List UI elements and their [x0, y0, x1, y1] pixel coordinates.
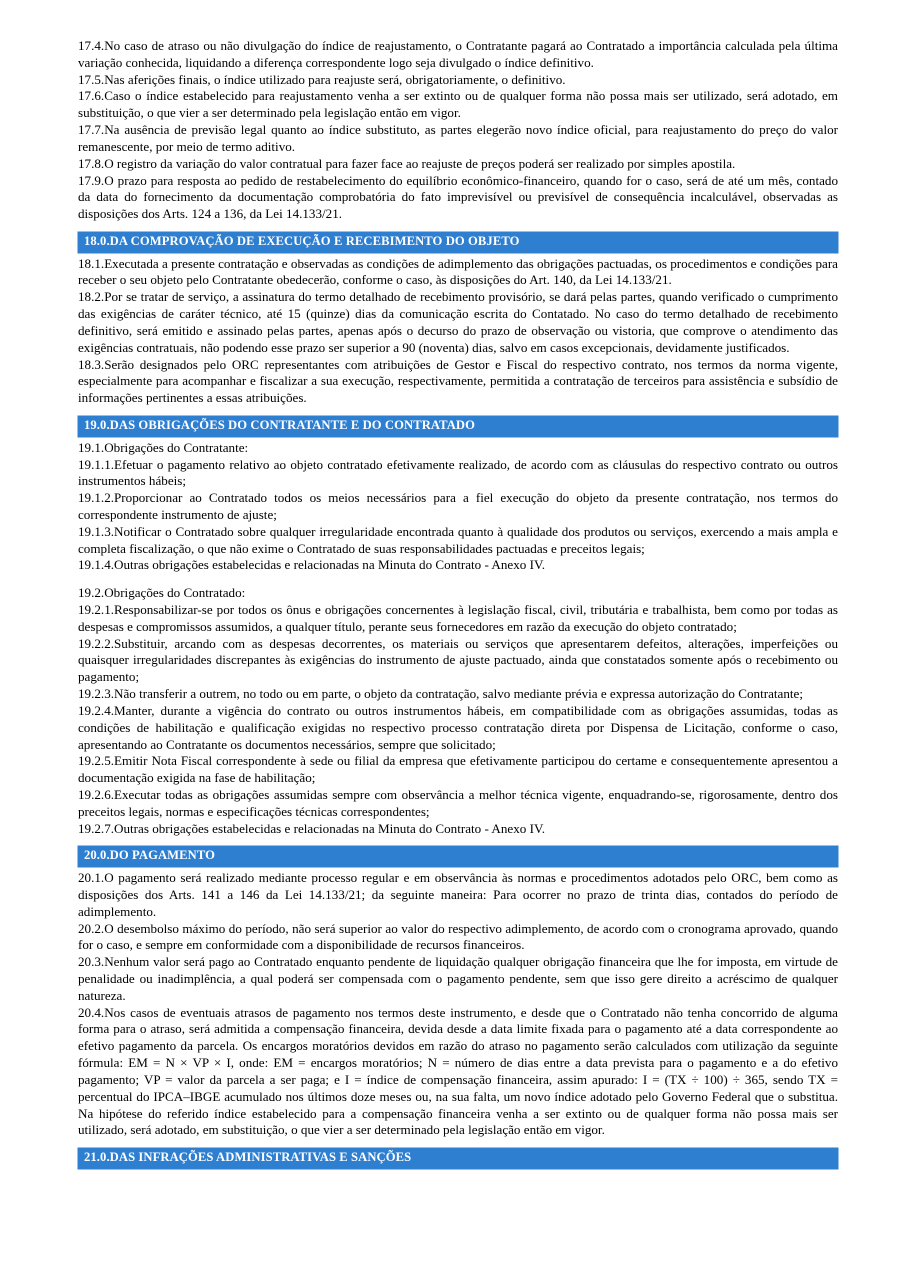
clause-20-3: 20.3.Nenhum valor será pago ao Contratado enquanto pendente de liquidação qualquer obrigação financeira que lhe for imposta, em virtude de penalidade ou inadimplência, a qual poderá ser compensada com o pagamento pendente, sem que isso gere direito a acréscimo de qualquer natureza. [78, 954, 838, 1003]
clause-20-2: 20.2.O desembolso máximo do período, não será superior ao valor do respectivo adimplemento, de acordo com o cronograma aprovado, quando for o caso, e sempre em conformidade com a disponibilidade de recursos financeiros. [78, 920, 838, 953]
clause-17-7: 17.7.Na ausência de previsão legal quanto ao índice substituto, as partes elegerão novo índice oficial, para reajustamento do preço do valor remanescente, por meio de termo aditivo. [78, 122, 838, 154]
section-heading-21: 21.0.DAS INFRAÇÕES ADMINISTRATIVAS E SANÇÕES [78, 1148, 838, 1169]
clause-19-1-1: 19.1.1.Efetuar o pagamento relativo ao objeto contratado efetivamente realizado, de acordo com as cláusulas do respectivo contrato ou outros instrumentos hábeis; [78, 456, 838, 489]
clause-19-1-2: 19.1.2.Proporcionar ao Contratado todos os meios necessários para a fiel execução do objeto da presente contratação, nos termos do correspondente instrumento de ajuste; [78, 490, 838, 522]
clause-19-2-2: 19.2.2.Substituir, arcando com as despesas decorrentes, os materiais ou serviços que apresentarem defeitos, alterações, imperfeições ou quaisquer irregularidades discrepantes às exigências do instrumento de ajuste pactuado, ainda que constatados somente após o recebimento ou pagamento; [78, 635, 838, 685]
clause-19-2-7: 19.2.7.Outras obrigações estabelecidas e relacionadas na Minuta do Contrato - Anexo IV. [78, 820, 545, 836]
clause-19-1-3: 19.1.3.Notificar o Contratado sobre qualquer irregularidade encontrada quanto à qualidade dos produtos ou serviços, exercendo a mais ampla e completa fiscalização, o que não exime o Contratado de suas responsabilidades pactuadas e preceitos legais; [78, 523, 838, 556]
clause-19-2-3: 19.2.3.Não transferir a outrem, no todo ou em parte, o objeto da contratação, salvo mediante prévia e expressa autorização do Contratante; [78, 686, 803, 702]
clause-18-3: 18.3.Serão designados pelo ORC representantes com atribuições de Gestor e Fiscal do respectivo contrato, nos termos da norma vigente, especialmente para acompanhar e fiscalizar a sua execução, respectivamente, permitida a contratação de terceiros para assistência e subsídio de informações pertinentes a essas atribuições. [78, 356, 838, 406]
clause-19-2-4: 19.2.4.Manter, durante a vigência do contrato ou outros instrumentos hábeis, em compatibilidade com as obrigações assumidas, todas as condições de habilitação e qualificação exigidas no respectivo processo contratação direta por Dispensa de Licitação, conforme o caso, apresentando ao Contratante os documentos necessários, sempre que solicitado; [78, 702, 838, 752]
clause-19-2-6: 19.2.6.Executar todas as obrigações assumidas sempre com observância a melhor técnica vigente, enquadrando-se, rigorosamente, dentro dos preceitos legais, normas e especificações técnicas correspondentes; [78, 786, 838, 819]
clause-19-1-4: 19.1.4.Outras obrigações estabelecidas e relacionadas na Minuta do Contrato - Anexo IV. [78, 557, 545, 573]
clause-19-1: 19.1.Obrigações do Contratante: [78, 439, 249, 455]
clause-19-2-1: 19.2.1.Responsabilizar-se por todos os ônus e obrigações concernentes à legislação fiscal, civil, tributária e trabalhista, bem como por todas as despesas e compromissos assumidos, a qualquer título, perante seus fornecedores em razão da execução do objeto contratado; [78, 602, 838, 634]
clause-17-5: 17.5.Nas aferições finais, o índice utilizado para reajuste será, obrigatoriamente, o definitivo. [78, 71, 566, 87]
clause-18-2: 18.2.Por se tratar de serviço, a assinatura do termo detalhado de recebimento provisório, se dará pelas partes, quando verificado o cumprimento das exigências de caráter técnico, até 15 (quinze) dias da comunicação escrita do Contatado. No caso do termo detalhado de recebimento definitivo, será emitido e assinado pelas partes, apenas após o decurso do prazo de observação ou vistoria, que comprove o atendimento das exigências contratuais, não podendo esse prazo ser superior a 90 (noventa) dias, salvo em casos excepcionais, devidamente justificados. [78, 289, 838, 355]
section-heading-18: 18.0.DA COMPROVAÇÃO DE EXECUÇÃO E RECEBIMENTO DO OBJETO [78, 232, 838, 253]
section-heading-19: 19.0.DAS OBRIGAÇÕES DO CONTRATANTE E DO CONTRATADO [78, 416, 838, 437]
clause-19-2-5: 19.2.5.Emitir Nota Fiscal correspondente à sede ou filial da empresa que efetivamente participou do certame e consequentemente apresentou a documentação exigida na fase de habilitação; [78, 753, 838, 786]
clause-17-9: 17.9.O prazo para resposta ao pedido de restabelecimento do equilíbrio econômico-financeiro, quando for o caso, será de até um mês, contado da data do fornecimento da documentação comprobatória do fato imprevisível ou previsível de consequência incalculável, observadas as disposições dos Arts. 124 a 136, da Lei 14.133/21. [78, 172, 838, 222]
clause-17-4: 17.4.No caso de atraso ou não divulgação do índice de reajustamento, o Contratante pagará ao Contratado a importância calculada pela última variação conhecida, liquidando a diferença correspondente logo seja divulgado o índice definitivo. [78, 38, 838, 70]
paragraph-spacer [78, 574, 838, 585]
clause-17-8: 17.8.O registro da variação do valor contratual para fazer face ao reajuste de preços poderá ser realizado por simples apostila. [78, 155, 736, 171]
clause-20-1: 20.1.O pagamento será realizado mediante processo regular e em observância às normas e procedimentos adotados pelo ORC, bem como as disposições dos Arts. 141 a 146 da Lei 14.133/21; da seguinte maneira: Para ocorrer no prazo de trinta dias, contados do período de adimplemento. [78, 870, 838, 919]
clause-18-1: 18.1.Executada a presente contratação e observadas as condições de adimplemento das obrigações pactuadas, os procedimentos e condições para receber o seu objeto pelo Contratante obedecerão, conforme o caso, às disposições do Art. 140, da Lei 14.133/21. [78, 255, 838, 288]
clause-17-6: 17.6.Caso o índice estabelecido para reajustamento venha a ser extinto ou de qualquer forma não possa mais ser utilizado, será adotado, em substituição, o que vier a ser determinado pela legislação então em vigor. [78, 88, 838, 121]
section-heading-20: 20.0.DO PAGAMENTO [78, 846, 838, 867]
clause-20-4: 20.4.Nos casos de eventuais atrasos de pagamento nos termos deste instrumento, e desde que o Contratado não tenha concorrido de alguma forma para o atraso, será admitida a compensação financeira, devida desde a data limite fixada para o pagamento até a data correspondente ao efetivo pagamento da parcela. Os encargos moratórios devidos em razão do atraso no pagamento serão calculados com utilização da seguinte fórmula: EM = N × VP × I, onde: EM = encargos moratórios; N = número de dias entre a data prevista para o pagamento e a do efetivo pagamento; VP = valor da parcela a ser paga; e I = índice de compensação financeira, assim apurado: I = (TX ÷ 100) ÷ 365, sendo TX = percentual do IPCA–IBGE acumulado nos últimos doze meses ou, na sua falta, um novo índice adotado pelo Governo Federal que o substitua. Na hipótese do referido índice estabelecido para a compensação financeira venha a ser extinto ou de qualquer forma não possa mais ser utilizado, será adotado, em substituição, o que vier a ser determinado pela legislação então em vigor. [78, 1004, 838, 1138]
clause-19-2: 19.2.Obrigações do Contratado: [78, 585, 246, 601]
document-body [78, 38, 838, 1169]
